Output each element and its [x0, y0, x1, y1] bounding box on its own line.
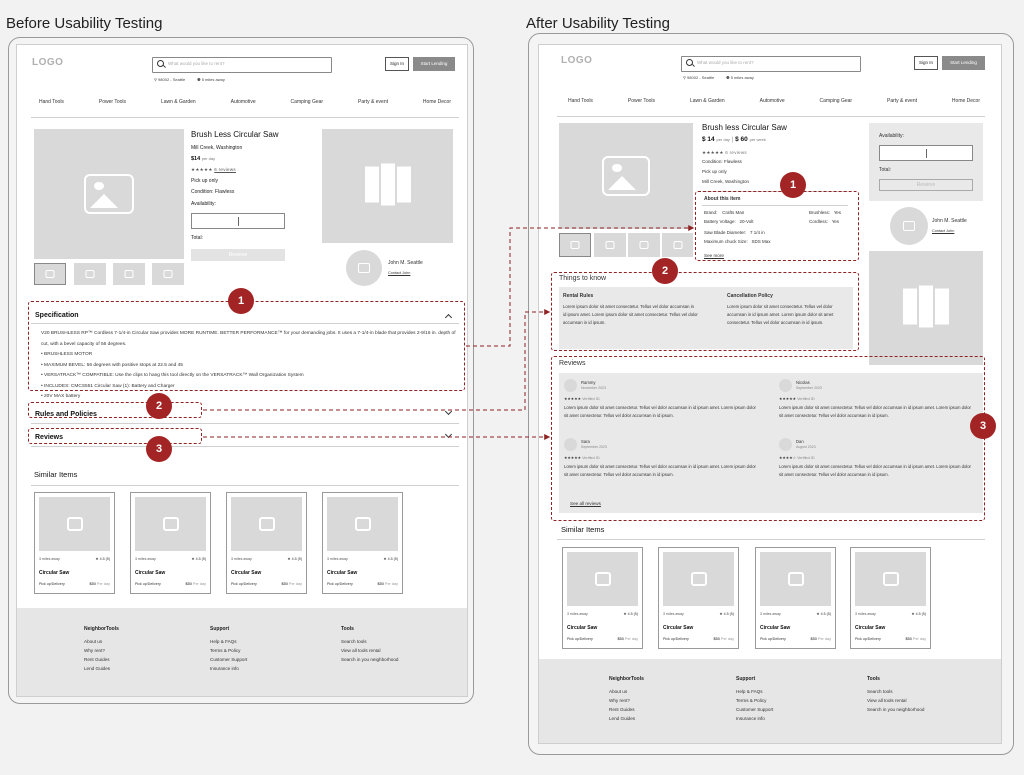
distance-label: ⚉ 5 miles away: [726, 75, 754, 80]
specification-heading[interactable]: Specification: [35, 312, 79, 319]
badge-1-before: 1: [228, 288, 254, 314]
footer-link[interactable]: Terms & Policy: [210, 648, 241, 653]
footer-link[interactable]: Search tools: [867, 689, 893, 694]
condition-info: Condition: Flawless: [191, 189, 235, 195]
card-price: $50 Per day: [89, 582, 110, 586]
nav-item[interactable]: Camping Gear: [290, 99, 324, 105]
card-pickup: Pick up/Delivery: [663, 637, 689, 641]
card-distance: 3 miles away: [231, 557, 252, 561]
footer-link[interactable]: Insurance info: [210, 666, 239, 671]
review-stars: ★★★★★ Verified ID: [779, 397, 815, 401]
footer-link[interactable]: Terms & Policy: [736, 698, 767, 703]
nav-item[interactable]: Lawn & Garden: [160, 99, 196, 105]
card-rating: ★ 4.5 (5): [719, 612, 734, 616]
review-stars: ★★★★★ Verified ID: [564, 397, 600, 401]
card-pickup: Pick up/Delivery: [567, 637, 593, 641]
about-row: Cordless: Yes: [809, 219, 840, 224]
card-distance: 3 miles away: [39, 557, 60, 561]
card-distance: 3 miles away: [663, 612, 684, 616]
rental-rules-text: Lorem ipsum dolor sit amet consectetur. Tellus vel dolor accumsan in id ipsum amet. Lorem ipsum dolor sit amet consectetur. Tellus vel dolor accumsan in id ipsum.: [563, 304, 698, 325]
card-title: Circular Saw: [327, 570, 358, 576]
card-pickup: Pick up/Delivery: [135, 582, 161, 586]
availability-label: Availability:: [191, 201, 216, 207]
reserve-button[interactable]: Reserve: [879, 179, 973, 191]
reviews-heading: Reviews: [559, 360, 586, 367]
nav-item[interactable]: Home Decor: [951, 98, 980, 104]
product-title: Brush less Circular Saw: [702, 123, 787, 132]
footer-link[interactable]: About us: [84, 639, 103, 644]
spec-bullet: • BRUSHLESS MOTOR: [41, 352, 93, 357]
rating-stars: ★★★★★ 6 reviews: [702, 150, 747, 155]
arrow-specification-to-about: [466, 228, 693, 346]
reserve-button[interactable]: Reserve: [191, 249, 285, 261]
card-title: Circular Saw: [135, 570, 166, 576]
spec-bullet: • VERSATRACK™ COMPATIBLE: Use the clips to hang this tool directly on the VERSATRACK™ Wall Organization System: [41, 373, 304, 378]
similar-items-heading: Similar Items: [561, 525, 605, 534]
card-title: Circular Saw: [567, 625, 598, 631]
reviewer-name: Dan: [796, 439, 804, 444]
search-placeholder: What would you like to rent?: [697, 60, 754, 65]
nav-item[interactable]: Power Tools: [98, 99, 127, 105]
about-row: Brand: Crafts Man: [704, 210, 745, 215]
about-row: Maximum chuck Size: SDS Max: [704, 239, 771, 244]
card-rating: ★ 4.5 (5): [623, 612, 638, 616]
review-text: Lorem ipsum dolor sit amet consectetur. Tellus vel dolor accumsan in id ipsum amet. Lorem ipsum dolor sit amet consectetur. Tellus vel dolor accumsan in id ipsum.: [779, 405, 971, 418]
see-more-link[interactable]: See more: [704, 253, 724, 258]
card-title: Circular Saw: [39, 570, 70, 576]
search-placeholder: What would you like to rent?: [168, 61, 225, 66]
footer-link[interactable]: View all tools rental: [867, 698, 907, 703]
card-price: $50 Per day: [281, 582, 302, 586]
contact-link[interactable]: Contact John: [932, 229, 955, 233]
cancellation-text: Lorem ipsum dolor sit amet consectetur. Tellus vel dolor accumsan in id ipsum amet. Lorem ipsum dolor sit amet consectetur. Tellus vel dolor accumsan in id ipsum.: [727, 304, 834, 325]
review-text: Lorem ipsum dolor sit amet consectetur. Tellus vel dolor accumsan in id ipsum amet. Lorem ipsum dolor sit amet consectetur. Tellus vel dolor accumsan in id ipsum.: [564, 405, 756, 418]
nav-item[interactable]: Power Tools: [627, 98, 656, 104]
review-date: November 2023: [581, 386, 606, 390]
reviews-link[interactable]: 6 reviews: [214, 167, 236, 172]
card-rating: ★ 4.5 (5): [191, 557, 206, 561]
rating-stars: ★★★★★ 6 reviews: [191, 167, 236, 172]
pickup-info: Pick up only: [191, 178, 218, 184]
card-rating: ★ 4.5 (5): [287, 557, 302, 561]
footer-link[interactable]: Help & FAQs: [210, 639, 237, 644]
nav-item[interactable]: Hand Tools: [39, 99, 64, 105]
card-pickup: Pick up/Delivery: [39, 582, 65, 586]
footer-link[interactable]: Lend Guides: [84, 666, 111, 671]
reviewer-name: Rammy: [581, 380, 596, 385]
review-stars: ★★★★☆ Verified ID: [779, 456, 815, 460]
price-per-day: $14 per day: [191, 156, 216, 162]
nav-item[interactable]: Home Decor: [422, 99, 451, 105]
card-title: Circular Saw: [855, 625, 886, 631]
footer-link[interactable]: Customer Support: [210, 657, 248, 662]
about-row: Battery Voltage: 20-Volt: [704, 219, 754, 224]
footer-link[interactable]: Insurance info: [736, 716, 765, 721]
footer-link[interactable]: Search in you neighborhood: [867, 707, 925, 712]
lender-name: John M. Seattle: [932, 218, 967, 224]
rental-rules-heading: Rental Rules: [563, 293, 594, 299]
card-distance: 3 miles away: [855, 612, 876, 616]
reviewer-name: Sara: [581, 439, 590, 444]
location-label: ⚲ 98002 - Seattle: [154, 77, 186, 82]
review-text: Lorem ipsum dolor sit amet consectetur. Tellus vel dolor accumsan in id ipsum amet. Lorem ipsum dolor sit amet consectetur. Tellus vel dolor accumsan in id ipsum.: [779, 464, 971, 477]
availability-label: Availability:: [879, 133, 904, 139]
nav-item[interactable]: Automotive: [230, 99, 256, 105]
card-title: Circular Saw: [760, 625, 791, 631]
lender-name: John M. Seattle: [388, 260, 423, 266]
product-location: Mill Creek, Washington: [191, 145, 243, 151]
footer-link[interactable]: Why rent?: [609, 698, 630, 703]
footer-link[interactable]: Rent Guides: [84, 657, 110, 662]
spec-bullet: • INCLUDES: CMCS551 Circular Saw (1): Battery and Charger: [41, 383, 175, 389]
card-price: $50 Per day: [377, 582, 398, 586]
footer-link[interactable]: Customer Support: [736, 707, 774, 712]
card-pickup: Pick up/Delivery: [231, 582, 257, 586]
card-distance: 3 miles away: [327, 557, 348, 561]
nav-item[interactable]: Party & event: [357, 99, 388, 105]
condition-info: Condition: Flawless: [702, 159, 742, 164]
review-text: Lorem ipsum dolor sit amet consectetur. Tellus vel dolor accumsan in id ipsum amet. Lorem ipsum dolor sit amet consectetur. Tellus vel dolor accumsan in id ipsum.: [564, 464, 756, 477]
about-row: Brushless: Yes: [809, 210, 842, 215]
reviewer-name: Nicolas: [796, 380, 810, 385]
card-rating: ★ 4.5 (5): [816, 612, 831, 616]
badge-3-after: 3: [970, 413, 996, 439]
nav-item[interactable]: Camping Gear: [819, 98, 853, 104]
footer-link[interactable]: About us: [609, 689, 628, 694]
review-date: August 2023: [796, 445, 816, 449]
review-date: September 2023: [796, 386, 822, 390]
total-label: Total:: [879, 167, 891, 173]
footer-link[interactable]: Lend Guides: [609, 716, 636, 721]
distance-label: ⚉ 5 miles away: [197, 77, 225, 82]
footer-link[interactable]: Rent Guides: [609, 707, 635, 712]
card-title: Circular Saw: [231, 570, 262, 576]
card-pickup: Pick up/Delivery: [760, 637, 786, 641]
card-price: $50 Per day: [185, 582, 206, 586]
nav-item[interactable]: Party & event: [886, 98, 917, 104]
badge-2-before: 2: [146, 393, 172, 419]
badge-1-after: 1: [780, 172, 806, 198]
card-pickup: Pick up/Delivery: [327, 582, 353, 586]
badge-3-before: 3: [146, 436, 172, 462]
footer-link[interactable]: View all tools rental: [341, 648, 381, 653]
start-lending-button[interactable]: Start Lending: [413, 57, 455, 71]
footer-link[interactable]: Search in you neighborhood: [341, 657, 399, 662]
total-label: Total:: [191, 235, 203, 241]
card-price: $50 Per day: [617, 637, 638, 641]
footer-col-neighbortools: NeighborTools About us Why rent? Rent Guides Lend Guides: [609, 676, 644, 721]
before-heading: Before Usability Testing: [6, 15, 163, 32]
footer-col-support: Support Help & FAQs Terms & Policy Customer Support Insurance info: [210, 626, 248, 671]
things-to-know-heading: Things to know: [559, 275, 607, 282]
product-title: Brush Less Circular Saw: [191, 130, 279, 139]
footer-col-tools: Tools Search tools View all tools rental Search in you neighborhood: [341, 626, 399, 662]
reviews-heading[interactable]: Reviews: [35, 434, 64, 441]
cancellation-heading: Cancellation Policy: [727, 293, 773, 299]
nav-item[interactable]: Hand Tools: [568, 98, 593, 104]
about-item-heading: About this item: [704, 196, 741, 202]
card-distance: 3 miles away: [760, 612, 781, 616]
location-label: ⚲ 98002 - Seattle: [683, 75, 715, 80]
logo[interactable]: LOGO: [32, 57, 64, 68]
start-lending-button[interactable]: Start Lending: [942, 56, 985, 70]
footer-link[interactable]: Help & FAQs: [736, 689, 763, 694]
reviews-link[interactable]: 6 reviews: [725, 150, 747, 155]
card-price: $50 Per day: [810, 637, 831, 641]
nav-item[interactable]: Automotive: [759, 98, 785, 104]
review-date: September 2023: [581, 445, 607, 449]
card-pickup: Pick up/Delivery: [855, 637, 881, 641]
rules-heading[interactable]: Rules and Policies: [35, 411, 97, 418]
see-all-reviews-link[interactable]: See all reviews: [570, 501, 601, 506]
footer-link[interactable]: Search tools: [341, 639, 367, 644]
contact-link[interactable]: Contact John: [388, 271, 411, 275]
arrow-rules-to-things: [203, 312, 549, 410]
sign-in-button[interactable]: Sign In: [385, 57, 409, 71]
spec-bullet: • MAXIMUM BEVEL: 56 degrees with positive stops at 22.5 and 45: [41, 362, 183, 368]
sign-in-button[interactable]: Sign In: [914, 56, 938, 70]
card-rating: ★ 4.5 (5): [95, 557, 110, 561]
product-location: Mill Creek, Washington: [702, 179, 750, 184]
price-row: $ 14 per day | $ 60 per week: [702, 136, 766, 143]
footer-col-tools: Tools Search tools View all tools rental Search in you neighborhood: [867, 676, 925, 712]
review-stars: ★★★★★ Verified ID: [564, 456, 600, 460]
similar-items-heading: Similar Items: [34, 470, 78, 479]
card-price: $50 Per day: [905, 637, 926, 641]
footer-col-neighbortools: NeighborTools About us Why rent? Rent Guides Lend Guides: [84, 626, 119, 671]
badge-2-after: 2: [652, 258, 678, 284]
spec-bullet: • 20V MAX battery: [41, 394, 81, 399]
nav-item[interactable]: Lawn & Garden: [689, 98, 725, 104]
card-distance: 3 miles away: [567, 612, 588, 616]
card-distance: 3 miles away: [135, 557, 156, 561]
after-heading: After Usability Testing: [526, 15, 670, 32]
card-rating: ★ 4.5 (5): [911, 612, 926, 616]
specification-text: V20 BRUSHLESS RP™ Cordless 7-1/4-in Circular Saw provides MORE RUNTIME. BETTER PERFORMANCE™ for your demanding jobs. It uses a 7-1/4-in blade that provides 2-9/16 in. depth of cut, with a bevel capacity of 56 degrees. • BRUSHLESS MOTOR • MAXIMUM BEVEL: 56 degrees with positive stops at 22.5 and 45 • VERSATRACK™ COMPATIBLE: Use the clips to hang this tool directly on the VERSATRACK™ Wall Organization System • INCLUDES: CMCS551 Circular Saw (1): Battery and Charger • 20V MAX battery: [41, 329, 457, 403]
card-rating: ★ 4.5 (5): [383, 557, 398, 561]
pickup-info: Pick up only: [702, 169, 727, 174]
footer-link[interactable]: Why rent?: [84, 648, 105, 653]
about-row: Saw Blade Diameter: 7 1/4 in: [704, 230, 765, 235]
logo[interactable]: LOGO: [561, 55, 593, 66]
card-price: $50 Per day: [713, 637, 734, 641]
card-title: Circular Saw: [663, 625, 694, 631]
footer-col-support: Support Help & FAQs Terms & Policy Customer Support Insurance info: [736, 676, 774, 721]
